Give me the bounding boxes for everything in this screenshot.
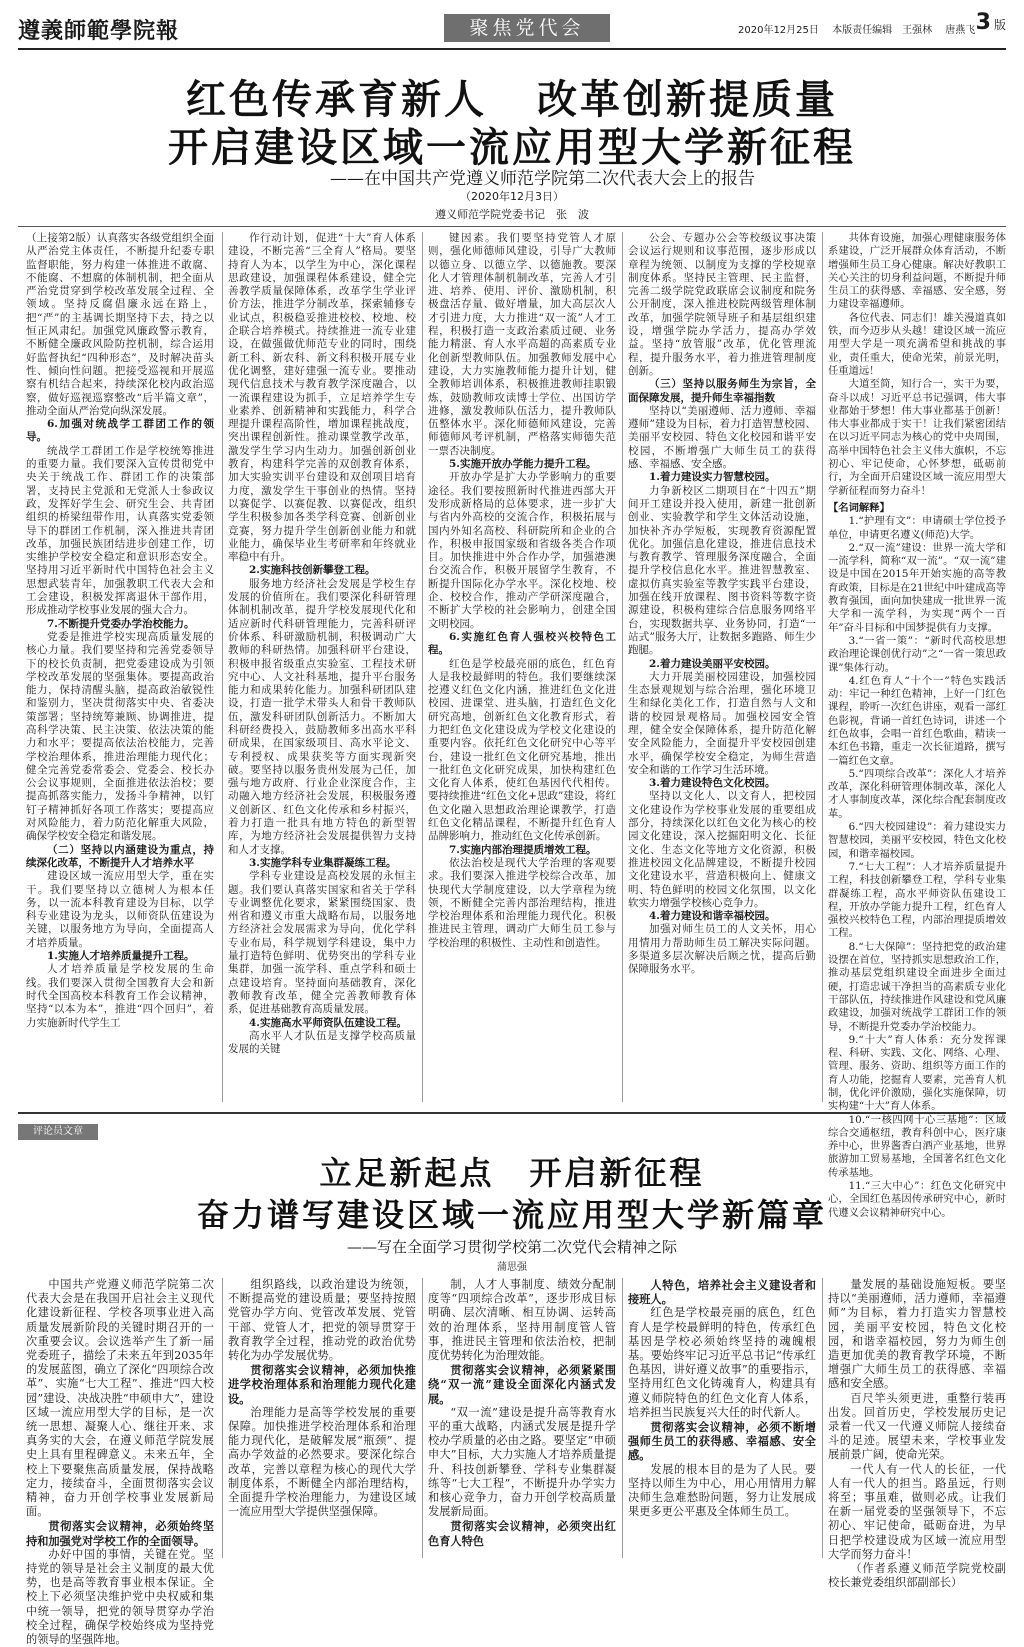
paragraph: 11.“三大中心”：红色文化研究中心，全国红色基因传承研究中心，新时代遵义会议精神研究中心。	[828, 1180, 1006, 1219]
report-author: 遵义师范学院党委书记 张 波	[435, 208, 589, 221]
report-headline-1: 红色传承育新人 改革创新提质量	[186, 77, 838, 123]
paragraph: “双一流”建设是提升高等教育水平的重大战略，内涵式发展是提升学校办学质量的必由之路。要坚定“申硕申大”目标，大力实施人才培养质量提升、科技创新攀登、学科专业集群凝练等“七大工程”，不断提升办学实力和核心竞争力，奋力开创学校高质量发展新局面。	[428, 1405, 616, 1519]
section-heading: 4.着力建设和谐幸福校园。	[649, 910, 776, 923]
commentary-column-2	[228, 1278, 416, 1558]
commentary-headline-1: 立足新起点 开启新征程	[319, 1154, 705, 1192]
paragraph: 一代人有一代人的长征，一代人有一代人的担当。路虽远，行则将至；事虽难，做则必成。让我们在新一届党委的坚强领导下，不忘初心、牢记使命，砥砺奋进，为早日把学校建设成为区域一流应用型大学而努力奋斗！	[828, 1462, 1006, 1561]
paragraph: 9.“十大”育人体系：充分发挥课程、科研、实践、文化、网络、心理、管理、服务、资助、组织等方面工作的育人功能，挖掘育人要素，完善育人机制，优化评价激励，强化实施保障，切实构建“十大”育人体系。	[828, 1033, 1006, 1113]
paragraph: 发展的根本目的是为了人民。要坚持以师生为中心，用心用情用力解决师生急难愁盼问题，努力让发展成果更多更公平惠及全体师生员工。	[628, 1462, 816, 1519]
paragraph: 共体育设施，加强心理健康服务体系建设，广泛开展群众体育活动，不断增强师生员工身心健康。解决好教职工关心关注的切身利益问题，不断提升师生员工的获得感、幸福感、安全感，努力建设幸福遵师。	[828, 232, 1006, 311]
section-heading: 2.实施科技创新攀登工程。	[249, 564, 376, 577]
newspaper-logo: 遵義師範學院報	[18, 18, 180, 44]
section-heading: 7.实施内部治理提质增效工程。	[449, 843, 597, 856]
responsible-editor: 本版责任编辑 王强林	[832, 25, 933, 36]
paragraph: 大力开展美丽校园建设，加强校园生态景观规划与综合治理，强化环境卫生和绿化美化工作，打造自然与人文和谐的校园景观格局。加强校园安全管理，健全安全保障体系，提升防范化解安全风险能力，全面提升平安校园创建水平，确保学校安全稳定，为师生营造安全和谐的工作学习生活环境。	[628, 670, 816, 776]
commentary-author: 蒲思强	[497, 1262, 527, 1273]
paragraph: 中国共产党遵义师范学院第二次代表大会是在我国开启社会主义现代化建设新征程、学校各项事业进入高质量发展新阶段的关键时期召开的一次重要会议。会议选举产生了新一届党委班子，描绘了未来五年到2035年的发展蓝图，确立了深化“四项综合改革”、实施“七大工程”、推进“四大校园”建设、决战决胜“申硕申大”，建设区域一流应用型大学的目标，是一次统一思想、凝聚人心、继往开来、求真务实的大会，在遵义师范学院发展史上具有里程碑意义。未来五年，全校上下要聚焦高质量发展，保持战略定力，接续奋斗，全面贯彻落实会议精神，奋力开创学校事业发展新局面。	[26, 1278, 214, 1519]
paragraph: 8.“七大保障”：坚持把党的政治建设摆在首位，坚持抓实思想政治工作，推动基层党组织建设全面进步全面过硬，打造忠诚干净担当的高素质专业化干部队伍，持续推进作风建设和党风廉政建设，加强对统战学工群团工作的领导，不断提升党委办学治校能力。	[828, 940, 1006, 1033]
paragraph: 公会、专题办公会等校级议事决策会议运行规则和议事范围，逐步形成以章程为统领、以制度为支撑的学校规章制度体系。坚持民主管理、民主监督，完善二级学院党政联席会议制度和院务公开制度，深入推进校院两级管理体制改革，加强学院领导班子和基层组织建设，增强学院办学活力，提高办学效益。坚持“放管服”改革，优化管理流程，提升服务水平，着力推进管理制度创新。	[628, 232, 816, 377]
paragraph: （上接第2版）认真落实各级党组织全面从严治党主体责任，不断提升纪委专职监督职能，努力构建一体推进不敢腐、不能腐、不想腐的体制机制，把全面从严治党贯穿到学校改革发展全过程、全领域。坚持反腐倡廉永远在路上，把“严”的主基调长期坚持下去，持之以恒正风肃纪。加强党风廉政警示教育，不断健全廉政风险防控机制，综合运用好监督执纪“四种形态”，及时解决苗头性、倾向性问题。把接受巡视和开展巡察有机结合起来，持续深化校内政治巡察，做好巡视巡察整改“后半篇文章”，推动全面从严治党向纵深发展。	[26, 232, 214, 417]
page-number: 3 版	[975, 10, 1006, 35]
report-rule	[18, 226, 1006, 227]
section-heading: 人特色，培养社会主义建设者和接班人。	[628, 1278, 816, 1307]
paragraph: 坚持以“美丽遵师、活力遵师、幸福遵师”建设为目标，着力打造智慧校园、美丽平安校园、特色文化校园和谐平安校园，不断增强广大师生员工的获得感、幸福感、安全感。	[628, 404, 816, 471]
report-column-5-glossary	[828, 232, 1006, 1219]
paragraph: 3.“一省一策”：“新时代高校思想政治理论课创优行动”之“一省一策思政课”集体行动。	[828, 634, 1006, 674]
column-divider	[622, 1278, 623, 1558]
paragraph: 10.“一核四网十心三基地”：区域综合交通枢纽，教育科创中心，医疗康养中心，世界酱香白酒产业基地，世界旅游加工贸易基地，全国著名红色文化传承基地。	[828, 1113, 1006, 1179]
section-heading: 贯彻落实会议精神，必须紧紧围绕“双一流”建设全面深化内涵式发展。	[428, 1363, 616, 1406]
column-divider	[422, 232, 423, 1102]
column-divider	[222, 232, 223, 1102]
report-date: （2020年12月3日）	[460, 190, 564, 203]
section-heading: 贯彻落实会议精神，必须突出红色育人特色	[428, 1519, 616, 1548]
paragraph: 高水平人才队伍是支撑学校高质量发展的关键	[228, 1029, 416, 1056]
column-divider	[622, 232, 623, 1102]
paragraph: 党委是推进学校实现高质量发展的核心力量。我们要坚持和完善党委领导下的校长负责制，把党委建设成为引领学校改革发展的坚强集体。要提高政治能力，保持清醒头脑，提高政治敏锐性和鉴别力，坚决贯彻落实中央、省委决策部署；坚持统筹兼顾、协调推进，提高科学决策、民主决策、依法决策的能力和水平；要提高依法治校能力，完善学校治理体系，推进治理能力现代化；健全完善党委常委会、党委会、校长办公会议事规则，全面推进依法治校；要提高抓落实能力，发扬斗争精神，以钉钉子精神抓好各项工作落实；要提高应对风险能力，着力防范化解重大风险，确保学校安全稳定和谐发展。	[26, 630, 214, 843]
paragraph: 治理能力是高等学校发展的重要保障。加快推进学校治理体系和治理能力现代化，是破解发展“瓶颈”、提高办学效益的必然要求。要深化综合改革，完善以章程为核心的现代大学制度体系，不断健全内部治理结构，全面提升学校治理能力，为建设区域一流应用型大学提供坚强保障。	[228, 1405, 416, 1519]
paragraph: 红色是学校最亮丽的底色，红色育人是学校最鲜明的特色，传承红色基因是学校必须始终坚持的魂魄根基。要始终牢记习近平总书记“传承红色基因，讲好遵义故事”的重要指示，坚持用红色文化铸魂育人，构建具有遵义师院特色的红色文化育人体系，培养担当民族复兴大任的时代新人。	[628, 1306, 816, 1419]
paragraph: 2.“双一流”建设：世界一流大学和一流学科，简称“双一流”。“双一流”建设是中国在2015年开始实施的高等教育政策，目标是在21世纪中叶建成高等教育强国，面向加快建成一批世界一流大学和一流学科，为实现“两个一百年”奋斗目标和中国梦提供有力支撑。	[828, 541, 1006, 634]
report-column-2	[228, 232, 416, 1102]
section-heading: 3.着力建设特色文化校园。	[649, 777, 776, 790]
section-heading: 贯彻落实会议精神，必须加快推进学校治理体系和治理能力现代化建设。	[228, 1363, 416, 1406]
paragraph: 红色是学校最亮丽的底色，红色育人是我校最鲜明的特色。我们要继续深挖遵义红色文化内涵，推进红色文化进校园、进课堂、进头脑，打造红色文化研究高地，创新红色文化教育形式，着力把红色文化建设成为学校文化建设的重要内容。依托红色文化研究中心等平台，建设一批红色文化研究基地，推出一批红色文化研究成果，加快构建红色文化育人体系，使红色基因代代相传。要持续推进“红色文化+思政”建设，将红色文化融入思想政治理论课教学，打造红色文化精品课程，不断提升红色育人品牌影响力，推动红色文化传承创新。	[428, 657, 616, 843]
paragraph: 加强对师生员工的人文关怀，用心用情用力帮助师生员工解决实际问题。多渠道多层次解决后顾之忧，提高后勤保障服务水平。	[628, 923, 816, 976]
section-heading: 1.着力建设实力智慧校园。	[649, 471, 776, 484]
paragraph: 7.“七大工程”：人才培养质量提升工程，科技创新攀登工程，学科专业集群凝练工程，高水平师资队伍建设工程，开放办学能力提升工程，红色育人强校兴校特色工程，内部治理提质增效工程。	[828, 860, 1006, 940]
commentary-headline-2: 奋力谱写建设区域一流应用型大学新篇章	[196, 1196, 827, 1234]
paragraph: 学科专业建设是高校发展的永恒主题。我们要认真落实国家和省关于学科专业调整优化要求，紧紧围绕国家、贵州省和遵义市重大战略布局，以服务地方经济社会发展需求为导向，优化学科专业布局，科学规划学科建设，集中力量打造特色鲜明、优势突出的学科专业集群，加强一流学科、重点学科和硕士点建设培育。坚持面向基础教育，深化教师教育改革，健全完善教师教育体系，促进基础教育高质量发展。	[228, 870, 416, 1016]
report-headline-2: 开启建设区域一流应用型大学新征程	[168, 125, 856, 171]
paragraph: 统战学工群团工作是学校统筹推进的重要力量。我们要深入宣传贯彻党中央关于统战工作、群团工作的决策部署，支持民主党派和无党派人士参政议政，发挥好学生会、研究生会、共青团组织的桥梁纽带作用，认真落实党委领导下的群团工作机制，深入推进共青团改革，加强民族团结进步创建工作，切实维护学校安全稳定和意识形态安全。坚持用习近平新时代中国特色社会主义思想武装青年，加强教职工代表大会和工会建设，积极发挥离退休干部作用，形成推动学校事业发展的强大合力。	[26, 444, 214, 617]
paragraph: 服务地方经济社会发展是学校生存发展的价值所在。我们要深化科研管理体制机制改革，提升学校发展现代化和适应新时代科研管理能力，完善科研评价体系、科研激励机制，积极调动广大教师的科研热情。加强科研平台建设，积极申报省级重点实验室、工程技术研究中心、人文社科基地，提升平台服务能力和成果转化能力。加强科研团队建设，打造一批学术带头人和骨干教师队伍，激发科研团队创新活力。不断加大科研经费投入，鼓励教师多出高水平科研成果，在国家级项目、高水平论文、专利授权、成果获奖等方面实现新突破。要坚持以服务贵州发展为己任，加强与地方政府、行业企业深度合作，主动融入地方经济社会发展，积极服务遵义创新区、红色文化传承和乡村振兴，着力打造一批具有地方特色的新型智库，为地方经济社会发展提供智力支持和人才支撑。	[228, 577, 416, 856]
commentary-subtitle: ——写在全面学习贯彻学校第二次党代会精神之际	[346, 1238, 677, 1256]
section-heading: 5.实施开放办学能力提升工程。	[449, 458, 597, 471]
paragraph: 1.“护理有文”：申请硕士学位授予单位，申请更名遵义(师范)大学。	[828, 515, 1006, 541]
paragraph: 开放办学是扩大办学影响力的重要途径。我们要按照新时代推进西部大开发形成新格局的总体要求，进一步扩大与省内外高校的交流合作，积极拓展与国内外知名高校、科研院所和企业的合作，积极申报国家级和省级各类合作项目。加快推进中外合作办学，加强港澳台交流合作，积极开展留学生教育，不断提升国际化办学水平。深化校地、校企、校校合作，推动产学研深度融合，不断扩大学校的社会影响力，创建全国文明校园。	[428, 471, 616, 630]
section-heading: 贯彻落实会议精神，必须不断增强师生员工的获得感、幸福感、安全感。	[628, 1420, 816, 1463]
paragraph: 5.“四项综合改革”：深化人才培养改革，深化科研管理体制改革，深化人才人事制度改革，深化综合配套制度改革。	[828, 767, 1006, 820]
issue-date: 2020年12月25日	[738, 25, 819, 36]
section-tag: 聚焦党代会	[444, 14, 610, 42]
article-separator	[18, 1112, 1006, 1114]
section-heading: 1.实施人才培养质量提升工程。	[47, 950, 195, 963]
paragraph: 依法治校是现代大学治理的客观要求。我们要深入推进学校综合改革，加快现代大学制度建设，以大学章程为统领，不断健全完善内部治理结构，推进学校治理体系和治理能力现代化。积极推进民主管理，调动广大师生员工参与学校治理的积极性、主动性和创造性。	[428, 856, 616, 949]
column-divider	[222, 1278, 223, 1558]
column-divider	[822, 1278, 823, 1558]
paragraph: 百尺竿头须更进，重整行装再出发。回首历史，学校发展历史记录着一代又一代遵义师院人接续奋斗的足迹。展望未来，学校事业发展前景广阔，使命光荣。	[828, 1391, 1006, 1462]
masthead	[18, 10, 1006, 50]
commentary-column-5	[828, 1278, 1006, 1590]
commentary-column-1	[26, 1278, 214, 1647]
report-column-1	[26, 232, 214, 1102]
masthead-rule	[18, 48, 1006, 50]
section-heading: 3.实施学科专业集群凝练工程。	[249, 856, 397, 869]
paragraph: 6.“四大校园建设”：着力建设实力智慧校园，美丽平安校园，特色文化校园，和谐幸福校园。	[828, 821, 1006, 860]
paragraph: 力争新校区二期项目在“十四五”期间开工建设并投入使用，新建一批创新创业、实验教学和学生文体活动设施，加快补齐办学短板，实现教育资源配置优化。加强信息化建设，推进信息技术与教育教学、管理服务深度融合，全面提升学校信息化水平。推进智慧教室、虚拟仿真实验室等教学实践平台建设，加强在线开放课程、图书资料等数字资源建设，积极构建综合信息服务网络平台，实现数据共享、业务协同，打造“一站式”服务大厅，让数据多跑路、师生少跑腿。	[628, 484, 816, 657]
responsible-editor-2: 唐燕飞	[945, 25, 976, 36]
section-heading: 7.不断提升党委办学治校能力。	[47, 617, 195, 630]
report-column-4	[628, 232, 816, 1102]
paragraph: 各位代表、同志们！雄关漫道真如铁，而今迈步从头越！建设区域一流应用型大学是一项充满希望和挑战的事业，责任重大，使命光荣，前景光明，任重道远！	[828, 311, 1006, 377]
paragraph: 制，人才人事制度、绩效分配制度等“四项综合改革”，逐步形成目标明确、层次清晰、相互协调、运转高效的治理体系，坚持用制度管人管事，推进民主管理和依法治校，把制度优势转化为治理效能。	[428, 1278, 616, 1363]
paragraph: 坚持以文化人、以文育人，把校园文化建设作为学校事业发展的重要组成部分，持续深化以红色文化为核心的校园文化建设，深入挖掘阳明文化、长征文化、生态文化等地方文化资源，积极推进校园文化品牌建设，不断提升校园文化建设水平，营造积极向上、健康文明、特色鲜明的校园文化氛围，以文化软实力增强学校核心竞争力。	[628, 790, 816, 909]
paragraph: 键因素。我们要坚持党管人才原则，强化师德师风建设，引导广大教师以德立身、以德立学、以德施教。要深化人才管理体制机制改革，完善人才引进、培养、使用、评价、激励机制，积极盘活存量、做好增量，加大高层次人才引进力度，大力推进“双一流”人才工程，积极打造一支政治素质过硬、业务能力精湛、育人水平高超的高素质专业化创新型教师队伍。加强教师发展中心建设，大力实施教师能力提升计划，健全教师培训体系，积极推进教师挂职锻炼，鼓励教师攻读博士学位、出国访学进修，激发教师队伍活力，提升教师队伍整体水平。深化师德师风建设，完善师德师风考评机制，严格落实师德失范一票否决制度。	[428, 232, 616, 457]
paragraph: 4.红色育人“十个一”特色实践活动：牢记一种红色精神，上好一门红色课程，聆听一次红色讲座，观看一部红色影视，背诵一首红色诗词，讲述一个红色故事，会唱一首红色歌曲，精读一本红色书籍，重走一次长征道路，撰写一篇红色文章。	[828, 674, 1006, 767]
paragraph: 人才培养质量是学校发展的生命线。我们要深入贯彻全国教育大会和新时代全国高校本科教育工作会议精神，坚持“以本为本”，推进“四个回归”，着力实施新时代学生工	[26, 963, 214, 1029]
paragraph: 作行动计划，促进“十大”育人体系建设，不断完善“三全育人”格局。要坚持育人为本，以学生为中心，深化课程思政建设，加强课程体系建设，健全完善教学质量保障体系，改革学生学业评价方法，推进学分制改革，探索辅修专业试点，积极稳妥推进校校、校地、校企联合培养模式。持续推进一流专业建设，在做强做优师范专业的同时，围绕新工科、新农科、新文科积极开展专业优化调整，建好建强一流专业。要推动现代信息技术与教育教学深度融合，以一流课程建设为抓手，立足培养学生专业素养、创新精神和实践能力，科学合理提升课程高阶性，增加课程挑战度，突出课程创新性。推动课堂教学改革，激发学生学习内生动力。加强创新创业教育，构建科学完善的双创教育体系，加大实验实训平台建设和双创项目培育力度，激发学生干事创业的热情。坚持以赛促学、以赛促教、以赛促改，组织学生积极参加各类学科竞赛、创新创业竞赛，努力提升学生创新创业能力和就业能力，确保毕业生考研率和年终就业率稳中有升。	[228, 232, 416, 564]
paragraph: 量发展的基础设施短板。要坚持以“美丽遵师，活力遵师，幸福遵师”为目标，着力打造实力智慧校园，美丽平安校园，特色文化校园，和谐幸福校园，努力为师生创造更加优美的教育教学环境，不断增强广大师生员工的获得感、幸福感和安全感。	[828, 1278, 1006, 1391]
commentary-column-3	[428, 1278, 616, 1558]
paragraph: 办好中国的事情，关键在党。坚持党的领导是社会主义制度的最大优势，也是高等教育事业根本保证。全校上下必须坚决维护党中央权威和集中统一领导，把党的领导贯穿办学治校全过程，确保学校始终成为坚持党的领导的坚强阵地。	[26, 1547, 214, 1647]
commentary-column-4	[628, 1278, 816, 1558]
report-subtitle: ——在中国共产党遵义师范学院第二次代表大会上的报告	[330, 169, 755, 189]
issue-meta	[738, 21, 985, 36]
section-heading: （二）坚持以内涵建设为重点，持续深化改革，不断提升人才培养水平	[26, 843, 214, 869]
section-heading: 2.着力建设美丽平安校园。	[649, 657, 776, 670]
section-heading: 6.加强对统战学工群团工作的领导。	[26, 418, 214, 444]
paragraph: 组织路线，以政治建设为统领，不断提高党的建设质量；要坚持按照党管办学方向、党管改革发展、党管干部、党管人才，把党的领导贯穿于教育教学全过程，推动党的政治优势转化为办学发展优势。	[228, 1278, 416, 1363]
paragraph: （作者系遵义师范学院党校副校长兼党委组织部副部长）	[828, 1562, 1006, 1590]
report-column-3	[428, 232, 616, 1102]
section-heading: （三）坚持以服务师生为宗旨，全面保障发展，提升师生幸福指数	[628, 378, 816, 404]
paragraph: 建设区域一流应用型大学，重在实干。我们要坚持以立德树人为根本任务，以一流本科教育建设为目标，以学科专业建设为龙头，以师资队伍建设为关键，以服务地方为导向，全面提高人才培养质量。	[26, 870, 214, 949]
column-divider	[822, 232, 823, 1102]
commentary-tag: 评论员文章	[18, 1124, 98, 1140]
section-heading: 【名词解释】	[828, 501, 890, 514]
section-heading: 6.实施红色育人强校兴校特色工程。	[428, 630, 616, 657]
section-heading: 贯彻落实会议精神，必须始终坚持和加强党对学校工作的全面领导。	[26, 1519, 214, 1548]
section-heading: 4.实施高水平师资队伍建设工程。	[249, 1016, 407, 1029]
paragraph: 大道至简，知行合一，实干为要，奋斗以成！习近平总书记强调，伟大事业都始于梦想！伟大事业都基于创新！伟大事业都成于实干！让我们紧密团结在以习近平同志为核心的党中央周围，高举中国特色社会主义伟大旗帜，不忘初心、牢记使命，心怀梦想，砥砺前行，为全面开启建设区域一流应用型大学新征程而努力奋斗！	[828, 378, 1006, 497]
column-divider	[422, 1278, 423, 1558]
